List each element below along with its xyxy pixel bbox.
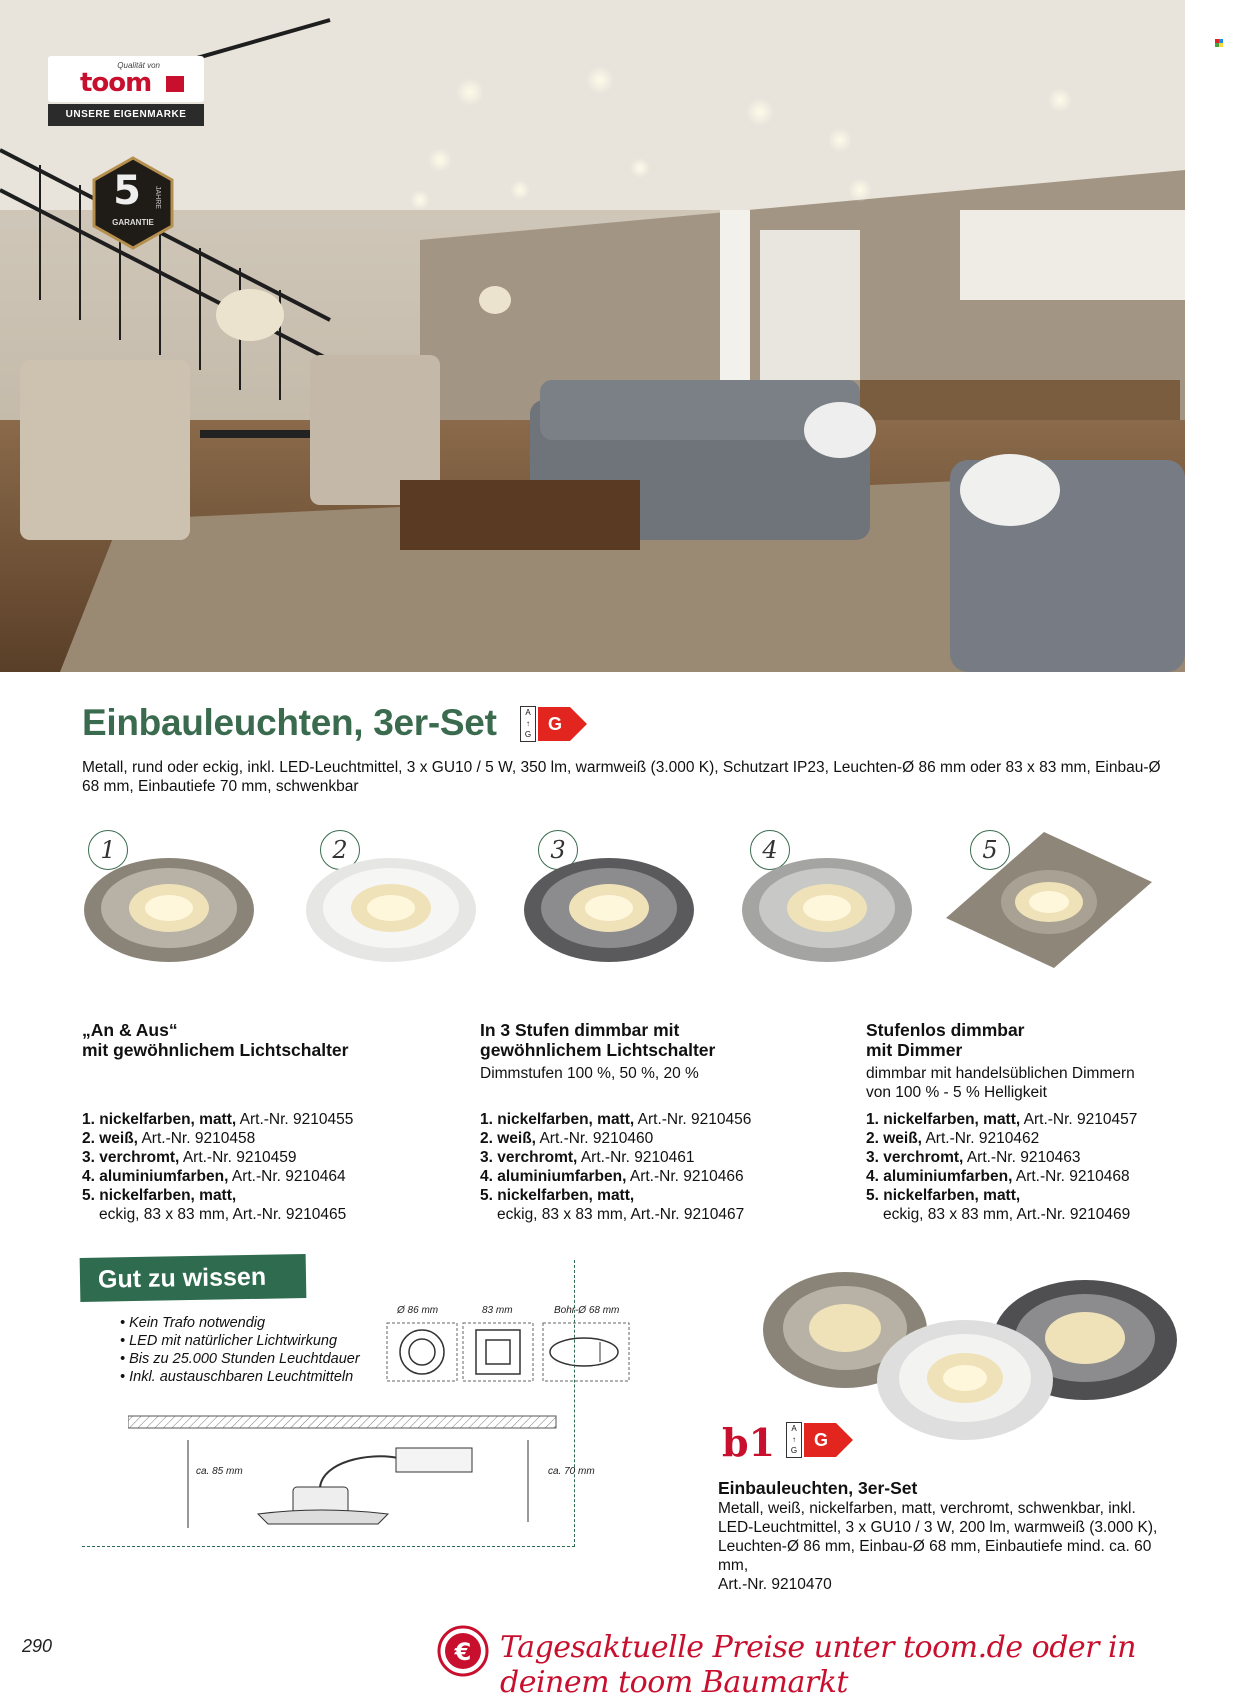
b1-badge [718,1418,778,1466]
downlight-square-icon [944,830,1154,970]
footer-price-note: Tagesaktuelle Preise unter toom.de oder in deinem toom Baumarkt [500,1630,1136,1700]
energy-class: G [538,707,570,741]
second-energy-label [786,1422,836,1458]
guarantee-badge [92,156,174,250]
list-item: 2. weiß, Art.-Nr. 9210460 [480,1130,654,1147]
drill-hole-drawing [542,1322,630,1382]
variant-number-3: 3 [538,830,578,870]
square-fitting-drawing [462,1322,534,1382]
dim-square-label: 83 mm [482,1305,513,1316]
variant-number-5: 5 [970,830,1010,870]
dim-round-label: Ø 86 mm [397,1305,439,1316]
three-downlights-image [760,1268,1190,1448]
variant-gallery [82,830,1162,970]
list-item: eckig, 83 x 83 mm, Art.-Nr. 9210467 [497,1206,745,1223]
b1-logo-icon [718,1418,778,1466]
product-description: Metall, rund oder eckig, inkl. LED-Leuchtmittel, 3 x GU10 / 5 W, 350 lm, warmweiß (3.000 K), Schutzart IP23, Leuchten-Ø 86 mm oder 83 x 83 mm, Einbau-Ø 68 mm, Einbautiefe 70 mm, schwenkbar [82,759,1161,795]
product-title-text: Einbauleuchten, 3er-Set [82,702,497,743]
logo-subline: UNSERE EIGENMARKE [48,104,204,126]
info-point: • Bis zu 25.000 Stunden Leuchtdauer [120,1350,360,1368]
info-point: • Kein Trafo notwendig [120,1314,360,1332]
list-item: 2. weiß, Art.-Nr. 9210458 [82,1130,256,1147]
list-item: 2. weiß, Art.-Nr. 9210462 [866,1130,1040,1147]
second-product-description: Metall, weiß, nickelfarben, matt, verchromt, schwenkbar, inkl. LED-Leuchtmittel, 3 x GU10 / 3 W, 200 lm, warmweiß (3.000 K), Leuchten-Ø 86 mm, Einbau-Ø 68 mm, Einbautiefe mind. ca. 60 mm, Art.-Nr. 9210470 [718,1500,1158,1593]
list-item: eckig, 83 x 83 mm, Art.-Nr. 9210465 [99,1206,347,1223]
list-item: 1. nickelfarben, matt, Art.-Nr. 9210457 [866,1111,1138,1128]
info-point: • LED mit natürlicher Lichtwirkung [120,1332,360,1350]
column-sub: Dimmstufen 100 %, 50 %, 20 % [480,1065,699,1082]
list-item: 4. aluminiumfarben, Art.-Nr. 9210468 [866,1168,1130,1185]
second-product-title: Einbauleuchten, 3er-Set [718,1478,918,1498]
list-item: 5. nickelfarben, matt, [82,1187,237,1204]
downlight-chrome-icon [522,848,697,968]
list-item: 1. nickelfarben, matt, Art.-Nr. 9210456 [480,1111,752,1128]
list-item: eckig, 83 x 83 mm, Art.-Nr. 9210469 [883,1206,1131,1223]
svg-text:b1: b1 [722,1420,776,1465]
column-dimmer [866,1020,1196,1224]
variant-number-2: 2 [320,830,360,870]
guarantee-unit: JAHRE [154,186,161,209]
column-heading: In 3 Stufen dimmbar mit gewöhnlichem Lichtschalter [480,1020,716,1060]
list-item: 4. aluminiumfarben, Art.-Nr. 9210466 [480,1168,744,1185]
list-item: 4. aluminiumfarben, Art.-Nr. 9210464 [82,1168,346,1185]
info-point: • Inkl. austauschbaren Leuchtmitteln [120,1368,360,1386]
guarantee-label: GARANTIE [112,218,154,227]
column-sub: dimmbar mit handelsüblichen Dimmern von 100 % - 5 % Helligkeit [866,1065,1135,1101]
list-item: 1. nickelfarben, matt, Art.-Nr. 9210455 [82,1111,354,1128]
page-number: 290 [22,1636,53,1656]
downlight-aluminium-icon [740,848,915,968]
svg-text:€: € [454,1638,472,1666]
energy-scale: A ↑ G [786,1422,802,1458]
variant-number-1: 1 [88,830,128,870]
dim-depth-right: ca. 70 mm [548,1466,595,1477]
variant-list [480,1110,840,1224]
info-points [120,1314,360,1386]
energy-label [520,706,570,742]
list-item: 3. verchromt, Art.-Nr. 9210459 [82,1149,297,1166]
dim-depth-left: ca. 85 mm [196,1466,243,1477]
energy-scale: A ↑ G [520,706,536,742]
column-heading: „An & Aus“ mit gewöhnlichem Lichtschalter [82,1020,349,1060]
round-fitting-drawing [386,1322,458,1382]
toom-logo [48,56,204,128]
logo-house-icon [166,76,184,92]
list-item: 3. verchromt, Art.-Nr. 9210461 [480,1149,695,1166]
downlight-nickel-icon [82,848,257,968]
logo-wordmark: toom [80,68,152,98]
list-item: 3. verchromt, Art.-Nr. 9210463 [866,1149,1081,1166]
product-title [82,702,497,744]
euro-icon [437,1625,489,1677]
guarantee-number: 5 [113,168,141,214]
column-3-steps [480,1020,840,1224]
variant-number-4: 4 [750,830,790,870]
print-mark [1215,34,1223,42]
list-item: 5. nickelfarben, matt, [866,1187,1021,1204]
installation-cross-section [128,1412,558,1532]
list-item: 5. nickelfarben, matt, [480,1187,635,1204]
dim-bohr-label: Bohr-Ø 68 mm [554,1305,620,1316]
energy-class: G [804,1423,836,1457]
column-on-off [82,1020,442,1224]
info-box-title: Gut zu wissen [80,1254,307,1302]
variant-list [82,1110,442,1224]
downlight-white-icon [304,848,479,968]
column-heading: Stufenlos dimmbar mit Dimmer [866,1020,1025,1060]
variant-list [866,1110,1196,1224]
logo-tagline: Qualität von [117,61,160,70]
